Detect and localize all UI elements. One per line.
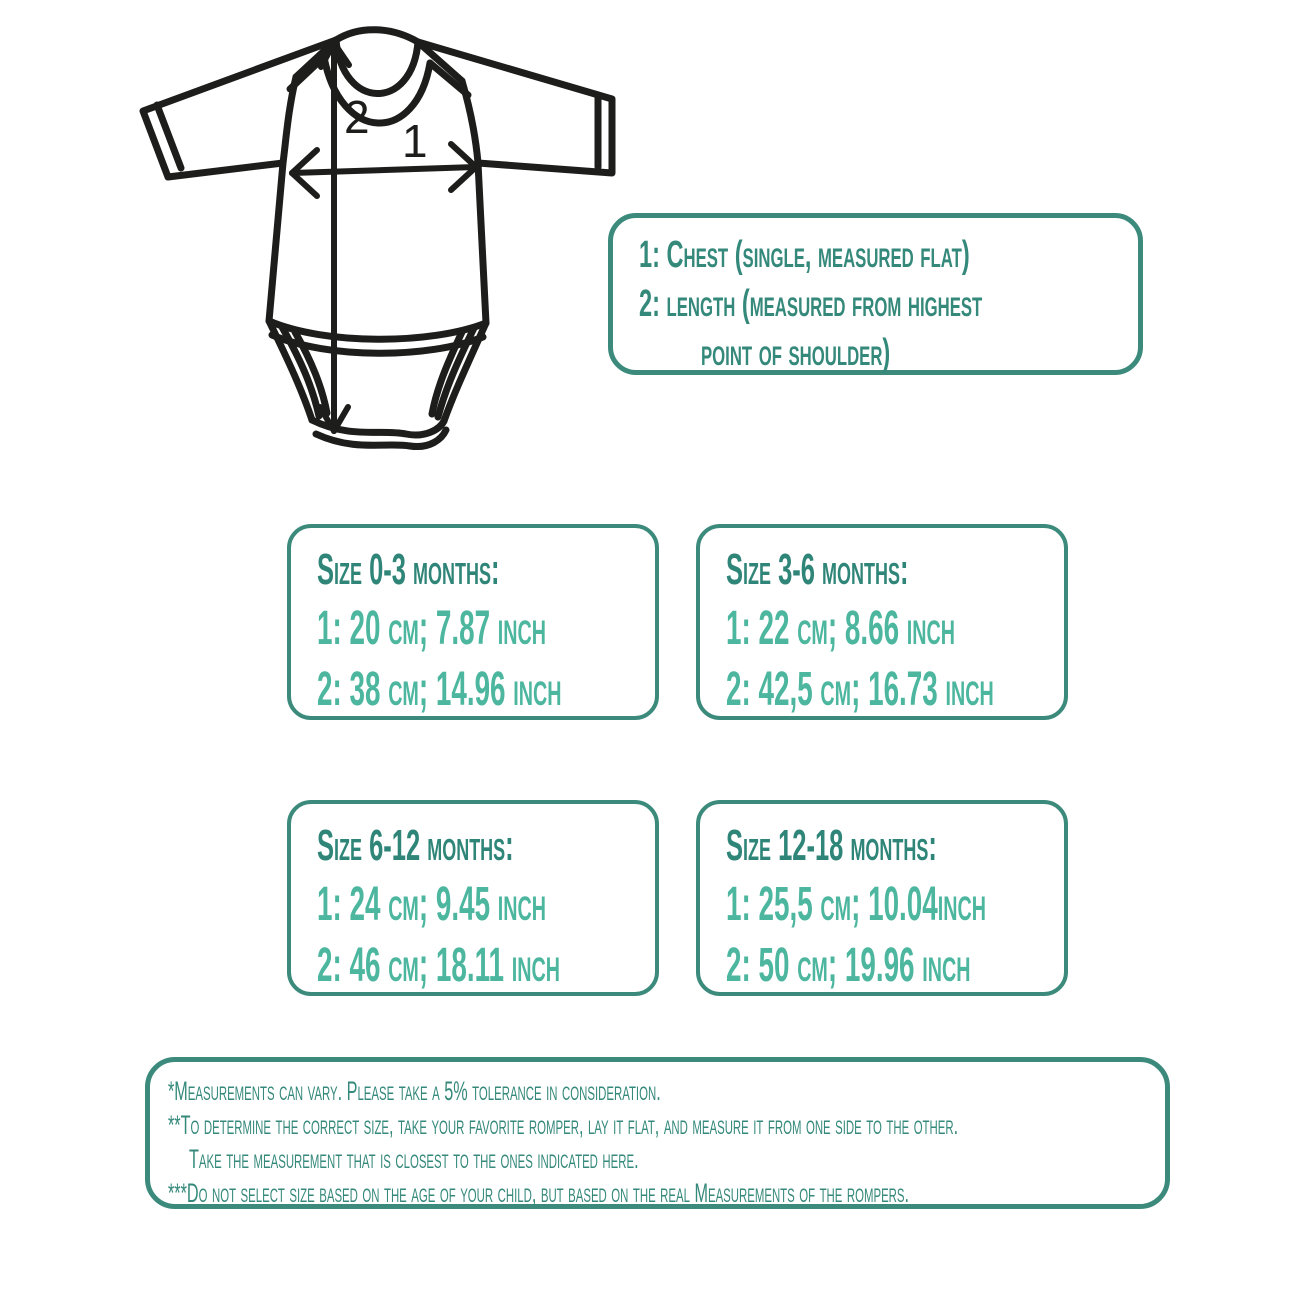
size-length-value: 2: 46 cm; 18.11 inch bbox=[317, 939, 560, 992]
size-chest-value: 1: 25,5 cm; 10.04inch bbox=[726, 878, 986, 931]
size-box-12-18-months bbox=[696, 800, 1068, 996]
romper-measurement-diagram bbox=[120, 15, 640, 455]
size-title: Size 0-3 months: bbox=[317, 545, 500, 594]
note-line-1: *Measurements can vary. Please take a 5% tolerance in consideration. bbox=[168, 1076, 661, 1106]
size-box-text bbox=[726, 818, 1065, 996]
notes-box bbox=[145, 1057, 1170, 1209]
size-length-value: 2: 42,5 cm; 16.73 inch bbox=[726, 663, 994, 716]
size-chest-value: 1: 24 cm; 9.45 inch bbox=[317, 878, 546, 931]
size-title: Size 12-18 months: bbox=[726, 821, 937, 870]
legend-line-1: 1: Chest (single, measured flat) bbox=[639, 234, 970, 276]
size-length-value: 2: 50 cm; 19.96 inch bbox=[726, 939, 971, 992]
measurement-arrows bbox=[292, 43, 476, 431]
size-title: Size 3-6 months: bbox=[726, 545, 909, 594]
size-box-0-3-months bbox=[287, 524, 659, 720]
note-line-3: Take the measurement that is closest to the ones indicated here. bbox=[189, 1144, 639, 1174]
note-line-2: **To determine the correct size, take your favorite romper, lay it flat, and measure it from one side to the other. bbox=[168, 1110, 959, 1140]
size-title: Size 6-12 months: bbox=[317, 821, 514, 870]
legend-text bbox=[639, 231, 1140, 378]
size-chest-value: 1: 20 cm; 7.87 inch bbox=[317, 602, 546, 655]
size-box-text bbox=[726, 542, 1065, 720]
size-box-3-6-months bbox=[696, 524, 1068, 720]
note-line-4: ***Do not select size based on the age of your child, but based on the real Measurements of the rompers. bbox=[168, 1178, 910, 1208]
size-box-text bbox=[317, 542, 656, 720]
size-chest-value: 1: 22 cm; 8.66 inch bbox=[726, 602, 955, 655]
legend-box bbox=[608, 213, 1143, 375]
romper-outline bbox=[143, 30, 612, 447]
legend-line-2: 2: length (measured from highest bbox=[639, 283, 983, 325]
size-length-value: 2: 38 cm; 14.96 inch bbox=[317, 663, 562, 716]
size-box-text bbox=[317, 818, 656, 996]
length-arrow-label: 2 bbox=[344, 91, 370, 143]
legend-line-3: point of shoulder) bbox=[701, 332, 891, 374]
chest-arrow-label: 1 bbox=[402, 115, 428, 167]
notes-text bbox=[168, 1074, 1167, 1210]
size-box-6-12-months bbox=[287, 800, 659, 996]
